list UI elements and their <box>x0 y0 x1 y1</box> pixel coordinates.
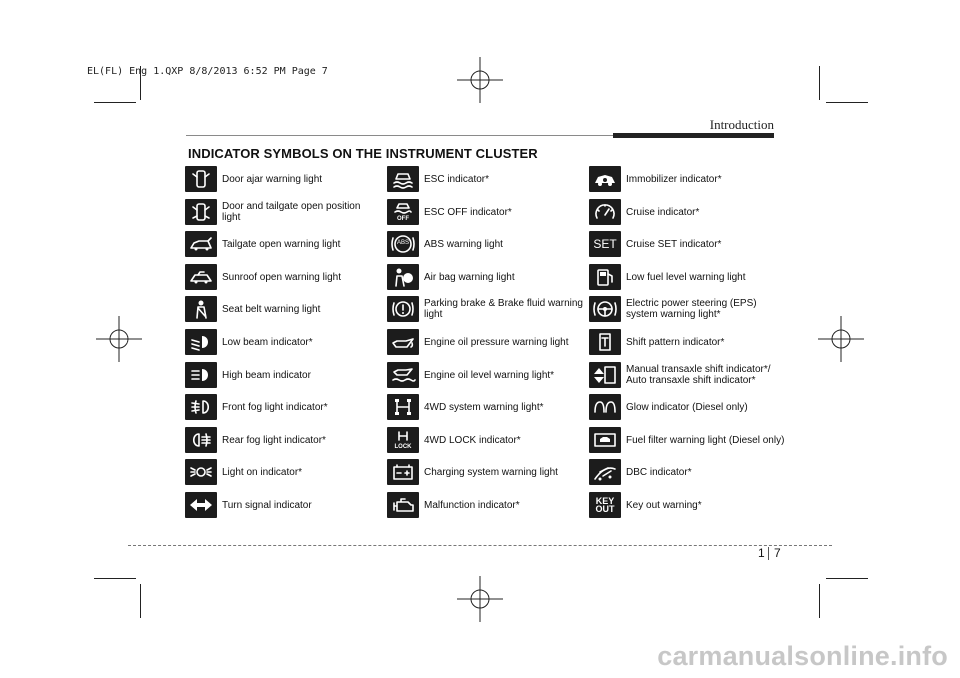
indicator-item <box>185 231 381 257</box>
indicator-label: Electric power steering (EPS) system warning light* <box>626 298 757 320</box>
rear-fog-icon <box>185 427 217 453</box>
indicator-item <box>589 459 785 485</box>
indicator-item <box>185 362 381 388</box>
fuel-icon <box>589 264 621 290</box>
registration-mark-icon <box>457 57 503 103</box>
high-beam-icon <box>185 362 217 388</box>
indicator-label: ESC OFF indicator* <box>424 206 512 218</box>
indicator-label: Door ajar warning light <box>222 173 323 185</box>
indicator-label: Glow indicator (Diesel only) <box>626 401 748 413</box>
crop-mark <box>826 578 868 579</box>
section-title: Introduction <box>709 117 774 132</box>
door-tailgate-icon <box>185 199 217 225</box>
indicator-label: Rear fog light indicator* <box>222 434 326 446</box>
icon-text: OFF <box>397 216 409 222</box>
indicator-label: Key out warning* <box>626 499 702 511</box>
oil-pressure-icon <box>387 329 419 355</box>
4wd-lock-icon <box>387 427 419 453</box>
indicator-label: 4WD LOCK indicator* <box>424 434 521 446</box>
registration-mark-icon <box>96 316 142 362</box>
indicator-item <box>185 492 381 518</box>
indicator-label: ABS warning light <box>424 238 503 250</box>
icon-text: ABS <box>396 240 409 246</box>
charging-icon <box>387 459 419 485</box>
watermark: carmanualsonline.info <box>657 641 948 671</box>
indicator-item <box>589 492 785 518</box>
chapter-number: 1 <box>758 546 765 560</box>
indicator-item <box>185 296 381 322</box>
shift-pattern-icon <box>589 329 621 355</box>
glow-icon <box>589 394 621 420</box>
indicator-item <box>185 264 381 290</box>
shift-updown-icon <box>589 362 621 388</box>
indicator-label: Low beam indicator* <box>222 336 313 348</box>
indicator-label: Charging system warning light <box>424 466 558 478</box>
crop-mark <box>819 66 820 100</box>
indicator-label: Parking brake & Brake fluid warning light <box>424 298 583 320</box>
indicator-item <box>185 329 381 355</box>
indicator-item <box>387 166 583 192</box>
indicator-label: Seat belt warning light <box>222 303 321 315</box>
immobilizer-icon <box>589 166 621 192</box>
key-out-icon <box>589 492 621 518</box>
dbc-icon <box>589 459 621 485</box>
indicator-label: Light on indicator* <box>222 466 303 478</box>
crop-mark <box>94 102 136 103</box>
oil-level-icon <box>387 362 419 388</box>
registration-mark-icon <box>457 576 503 622</box>
indicator-label: Cruise indicator* <box>626 206 700 218</box>
airbag-icon <box>387 264 419 290</box>
turn-signal-icon <box>185 492 217 518</box>
footer-rule <box>128 545 832 546</box>
indicator-item <box>185 427 381 453</box>
icon-text: LOCK <box>394 444 412 450</box>
indicator-item <box>185 166 381 192</box>
crop-mark <box>826 102 868 103</box>
cruise-set-icon <box>589 231 621 257</box>
crop-mark <box>819 584 820 618</box>
indicator-item <box>589 166 785 192</box>
indicator-item <box>387 231 583 257</box>
indicator-item <box>387 394 583 420</box>
indicator-item <box>589 199 785 225</box>
indicator-item <box>387 296 583 322</box>
indicator-item <box>387 199 583 225</box>
esc-icon <box>387 166 419 192</box>
4wd-icon <box>387 394 419 420</box>
indicator-item <box>589 231 785 257</box>
engine-icon <box>387 492 419 518</box>
indicator-item <box>185 199 381 225</box>
indicator-item <box>185 394 381 420</box>
page-title: INDICATOR SYMBOLS ON THE INSTRUMENT CLUSTER <box>188 146 538 161</box>
indicator-item <box>387 329 583 355</box>
indicator-label: Engine oil pressure warning light <box>424 336 569 348</box>
door-ajar-icon <box>185 166 217 192</box>
indicator-item <box>589 264 785 290</box>
esc-off-icon <box>387 199 419 225</box>
icon-text: KEY OUT <box>595 496 615 514</box>
icon-text: SET <box>593 237 617 251</box>
indicator-label: Low fuel level warning light <box>626 271 746 283</box>
crop-mark <box>140 584 141 618</box>
page-number-separator <box>768 547 769 560</box>
indicator-label: Turn signal indicator <box>222 499 312 511</box>
indicator-label: Air bag warning light <box>424 271 515 283</box>
indicator-label: Door and tailgate open position light <box>222 201 361 223</box>
low-beam-icon <box>185 329 217 355</box>
indicator-label: ESC indicator* <box>424 173 490 185</box>
indicator-item <box>589 394 785 420</box>
page-number: 7 <box>774 546 781 560</box>
indicator-item <box>589 362 785 388</box>
indicator-item <box>589 329 785 355</box>
indicator-label: Immobilizer indicator* <box>626 173 722 185</box>
tailgate-icon <box>185 231 217 257</box>
indicator-item <box>387 362 583 388</box>
registration-mark-icon <box>818 316 864 362</box>
indicator-item <box>185 459 381 485</box>
header-bar <box>613 133 774 138</box>
indicator-item <box>387 427 583 453</box>
abs-icon <box>387 231 419 257</box>
indicator-label: Front fog light indicator* <box>222 401 328 413</box>
light-on-icon <box>185 459 217 485</box>
indicator-label: Fuel filter warning light (Diesel only) <box>626 434 785 446</box>
eps-icon <box>589 296 621 322</box>
indicator-item <box>387 492 583 518</box>
seat-belt-icon <box>185 296 217 322</box>
indicator-item <box>589 427 785 453</box>
indicator-item <box>387 459 583 485</box>
brake-icon <box>387 296 419 322</box>
cruise-icon <box>589 199 621 225</box>
indicator-label: Cruise SET indicator* <box>626 238 722 250</box>
indicator-label: Tailgate open warning light <box>222 238 341 250</box>
indicator-label: DBC indicator* <box>626 466 692 478</box>
sunroof-icon <box>185 264 217 290</box>
indicator-label: Shift pattern indicator* <box>626 336 725 348</box>
front-fog-icon <box>185 394 217 420</box>
indicator-item <box>387 264 583 290</box>
indicator-label: Manual transaxle shift indicator*/ Auto transaxle shift indicator* <box>626 364 771 386</box>
print-slug: EL(FL) Eng 1.QXP 8/8/2013 6:52 PM Page 7 <box>87 66 328 77</box>
indicator-item <box>589 296 785 322</box>
indicator-label: Malfunction indicator* <box>424 499 520 511</box>
crop-mark <box>94 578 136 579</box>
indicator-label: Engine oil level warning light* <box>424 369 555 381</box>
indicator-label: High beam indicator <box>222 369 311 381</box>
fuel-filter-icon <box>589 427 621 453</box>
indicator-label: Sunroof open warning light <box>222 271 341 283</box>
indicator-label: 4WD system warning light* <box>424 401 544 413</box>
